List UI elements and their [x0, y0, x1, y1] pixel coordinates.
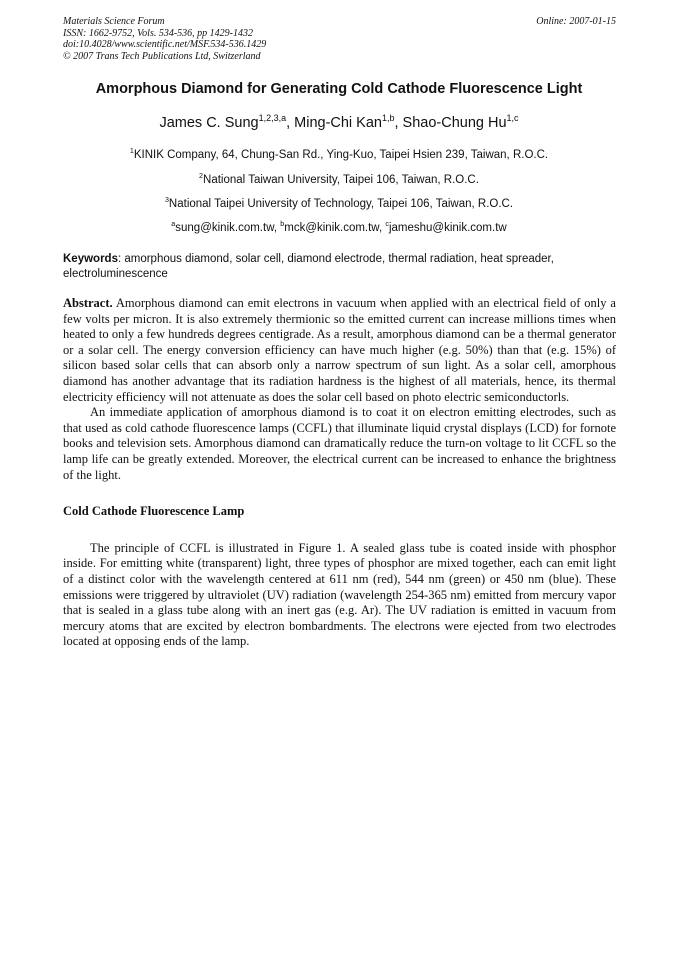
- email-link[interactable]: mck@kinik.com.tw,: [284, 222, 383, 234]
- affiliation-3: [40, 198, 638, 210]
- issn-line: ISSN: 1662-9752, Vols. 534-536, pp 1429-1432: [63, 27, 253, 39]
- abstract-paragraph-2: An immediate application of amorphous diamond is to coat it on electron emitting electrodes, such as that used as cold cathode fluorescence lamps (CCFL) that illuminate liquid crystal displays (LCD) for fornote books and television sets. Amorphous diamond can dramatically reduce the turn-on voltage to lit CCFL so the lamp life can be greatly extended. Moreover, the electrical current can be increased to enhance the brightness of the light.: [63, 405, 616, 482]
- paper-title: Amorphous Diamond for Generating Cold Cathode Fluorescence Light: [95, 81, 583, 97]
- affiliation-sup: 1: [129, 147, 134, 156]
- section-heading: Cold Cathode Fluorescence Lamp: [63, 504, 245, 519]
- keywords: [63, 252, 616, 281]
- journal-header: [63, 16, 616, 62]
- author-sup: 1,b: [381, 113, 395, 124]
- email-link[interactable]: jameshu@kinik.com.tw: [388, 222, 507, 234]
- author-name: Shao-Chung Hu: [402, 115, 507, 131]
- affiliation-1: [40, 149, 638, 161]
- email-link[interactable]: sung@kinik.com.tw,: [175, 222, 278, 234]
- email-line: [40, 222, 638, 234]
- author-list: James C. Sung$^{1,2,3,a}$, Ming-Chi Kan$^{1,b}$, Shao-Chung Hu$^{1,c}$: [159, 113, 519, 131]
- keywords-label: Keywords: [63, 253, 118, 265]
- author-sup: 1,c: [506, 113, 519, 124]
- affiliation-text: KINIK Company, 64, Chung-San Rd., Ying-Kuo, Taipei Hsien 239, Taiwan, R.O.C.: [133, 149, 549, 161]
- paper-body: [63, 296, 616, 650]
- affiliation-text: National Taiwan University, Taipei 106, Taiwan, R.O.C.: [203, 174, 479, 186]
- affiliation-sup: 2: [199, 172, 204, 181]
- abstract-text: Amorphous diamond can emit electrons in vacuum when applied with an electrical field of only a few volts per micron. It is also extremely thermionic so the emitted current can increase millions times when heated to only a few hundreds degrees centigrade. As a result, amorphous diamond can be a thermal generator or a solar cell. The energy conversion efficiency can have much higher (e.g. 50%) than that (e.g. 15%) of silicon based solar cells that can absorb only a narrow spectrum of sun light. As a solar cell, amorphous diamond has another advantage that its radiation hardness is the highest of all materials, hence, its thermal electricity efficiency will not attenuate as does the solar cell based on photo electric semiconductorls.: [63, 296, 616, 404]
- journal-name: Materials Science Forum: [63, 16, 165, 27]
- email-sup: c: [385, 220, 389, 229]
- keywords-text: : amorphous diamond, solar cell, diamond electrode, thermal radiation, heat spreader, electroluminescence: [63, 253, 554, 280]
- affiliation-sup: 3: [164, 196, 169, 205]
- affiliation-2: [40, 174, 638, 186]
- email-sup: b: [280, 220, 285, 229]
- author-sup: 1,2,3,a: [258, 113, 287, 124]
- online-date: Online: 2007-01-15: [536, 16, 616, 27]
- author-name: James C. Sung: [159, 115, 259, 131]
- abstract-label: Abstract.: [63, 296, 113, 310]
- email-sup: a: [171, 220, 176, 229]
- affiliation-text: National Taipei University of Technology, Taipei 106, Taiwan, R.O.C.: [168, 198, 514, 210]
- abstract-paragraph: [63, 296, 616, 405]
- copyright-line: © 2007 Trans Tech Publications Ltd, Switzerland: [63, 50, 261, 62]
- author-name: Ming-Chi Kan: [294, 115, 382, 131]
- section-paragraph: The principle of CCFL is illustrated in Figure 1. A sealed glass tube is coated inside with phosphor inside. For emitting white (transparent) light, three types of phosphor are mixed together, each can emit light of a distinct color with the wavelength centered at 611 nm (red), 544 nm (green) or 450 nm (blue). These emissions were triggered by ultraviolet (UV) radiation (wavelength 254-365 nm) emitted from mercury vapor that is sealed in a glass tube along with an inert gas (e.g. Ar). The UV radiation is emitted in vacuum from mercury atoms that are excited by electron bombardments. The electrons were ejected from two electrodes located at opposing ends of the lamp.: [63, 540, 616, 649]
- doi-line: doi:10.4028/www.scientific.net/MSF.534-536.1429: [63, 39, 267, 50]
